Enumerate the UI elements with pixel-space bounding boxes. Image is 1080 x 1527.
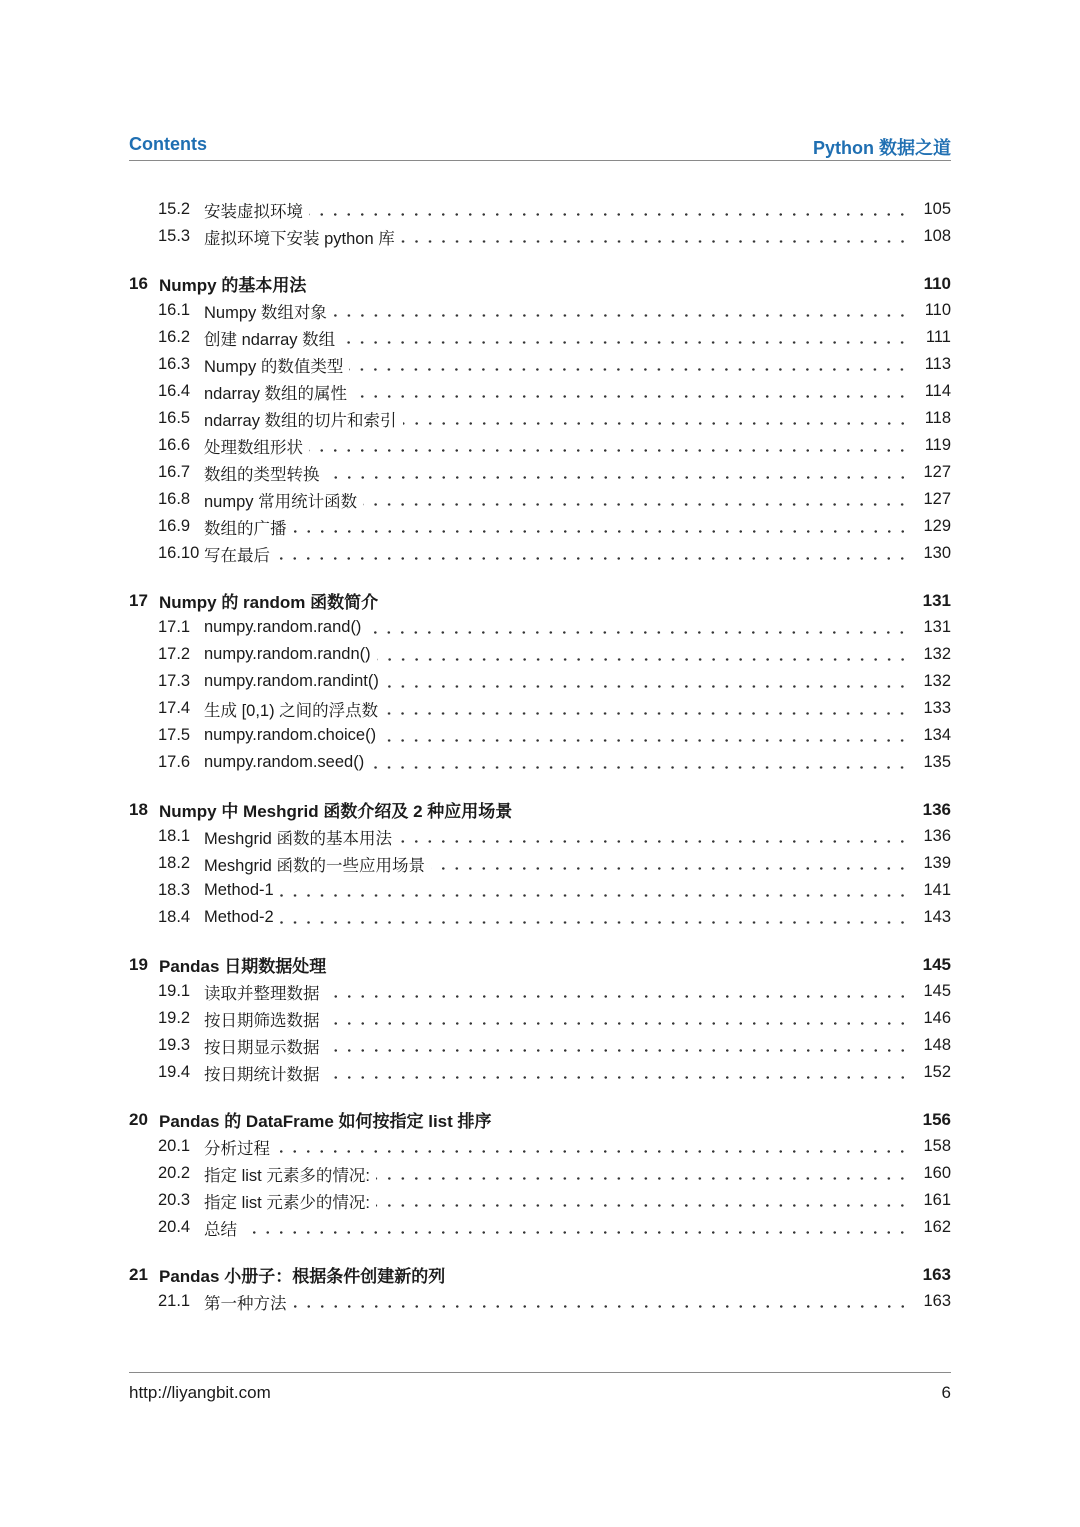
section-page: 110	[924, 301, 951, 319]
section-page: 133	[923, 699, 951, 717]
chapter-number: 17	[129, 590, 148, 610]
section-number: 19.2	[158, 1009, 191, 1027]
section-title: Meshgrid 函数的一些应用场景	[204, 856, 425, 875]
section-page: 105	[923, 200, 951, 218]
section-title: 第一种方法	[204, 1294, 287, 1313]
section-page: 134	[923, 726, 951, 744]
section-number: 19.1	[158, 982, 191, 1000]
section-entry[interactable]	[129, 850, 951, 877]
section-entry[interactable]	[129, 614, 951, 641]
section-entry[interactable]	[129, 459, 951, 486]
chapter-entry[interactable]	[129, 1261, 951, 1288]
section-page: 160	[923, 1164, 951, 1182]
section-entry[interactable]	[129, 749, 951, 776]
page-footer	[129, 1372, 951, 1402]
table-of-contents	[129, 196, 951, 1335]
dot-leader	[293, 530, 910, 533]
section-entry[interactable]	[129, 978, 951, 1005]
section-title: Method-1	[204, 881, 274, 899]
toc-chapter	[129, 270, 951, 567]
section-number: 17.3	[158, 672, 191, 690]
section-entry[interactable]	[129, 513, 951, 540]
section-title: numpy.random.choice()	[204, 726, 377, 744]
section-number: 15.3	[158, 227, 191, 245]
section-entry[interactable]	[129, 1133, 951, 1160]
dot-leader	[293, 1305, 910, 1308]
dot-leader	[370, 766, 909, 769]
dot-leader	[382, 739, 909, 742]
section-title: ndarray 数组的属性	[204, 384, 348, 403]
section-page: 141	[923, 881, 951, 899]
section-page: 119	[924, 436, 951, 454]
chapter-entry[interactable]	[129, 587, 951, 614]
section-page: 111	[925, 328, 951, 346]
section-title: 创建 ndarray 数组	[204, 330, 336, 349]
section-title: numpy.random.seed()	[204, 753, 365, 771]
section-page: 113	[924, 355, 951, 373]
section-page: 146	[923, 1009, 951, 1027]
section-title: Method-2	[204, 908, 274, 926]
section-entry[interactable]	[129, 1032, 951, 1059]
section-page: 131	[923, 618, 951, 636]
section-entry[interactable]	[129, 405, 951, 432]
dot-leader	[401, 240, 909, 243]
section-title: 分析过程	[204, 1139, 270, 1158]
section-entry[interactable]	[129, 1214, 951, 1241]
section-title: ndarray 数组的切片和索引	[204, 411, 397, 430]
section-page: 139	[923, 854, 951, 872]
section-page: 152	[923, 1063, 951, 1081]
section-entry[interactable]	[129, 324, 951, 351]
section-title: Numpy 的数值类型	[204, 357, 344, 376]
section-entry[interactable]	[129, 486, 951, 513]
section-page: 127	[923, 490, 951, 508]
section-number: 18.3	[158, 881, 191, 899]
toc-chapter	[129, 796, 951, 931]
chapter-title: Numpy 的基本用法	[159, 276, 307, 295]
toc-chapter	[129, 951, 951, 1086]
section-number: 18.4	[158, 908, 191, 926]
chapter-number: 19	[129, 954, 148, 974]
section-title: 指定 list 元素多的情况:	[204, 1166, 370, 1185]
section-title: Numpy 数组对象	[204, 303, 327, 322]
dot-leader	[280, 894, 909, 897]
dot-leader	[376, 1204, 909, 1207]
section-entry[interactable]	[129, 904, 951, 931]
section-entry[interactable]	[129, 877, 951, 904]
dot-leader	[326, 1049, 910, 1052]
section-number: 16.7	[158, 463, 191, 481]
chapter-page: 156	[922, 1109, 951, 1129]
section-entry[interactable]	[129, 540, 951, 567]
chapter-number: 16	[129, 273, 148, 293]
section-entry[interactable]	[129, 722, 951, 749]
section-page: 136	[923, 827, 951, 845]
section-number: 21.1	[158, 1292, 191, 1310]
section-entry[interactable]	[129, 1187, 951, 1214]
chapter-page: 163	[922, 1264, 951, 1284]
dot-leader	[353, 395, 909, 398]
section-number: 16.3	[158, 355, 191, 373]
dot-leader	[384, 712, 909, 715]
section-page: 135	[923, 753, 951, 771]
section-page: 132	[923, 645, 951, 663]
dot-leader	[326, 1022, 910, 1025]
section-page: 129	[923, 517, 951, 535]
section-entry[interactable]	[129, 378, 951, 405]
section-title: 生成 [0,1) 之间的浮点数	[204, 701, 379, 720]
section-title: numpy.random.randint()	[204, 672, 379, 690]
section-page: 118	[924, 409, 951, 427]
section-number: 17.2	[158, 645, 191, 663]
section-number: 15.2	[158, 200, 191, 218]
section-number: 18.1	[158, 827, 191, 845]
section-number: 16.6	[158, 436, 191, 454]
section-entry[interactable]	[129, 223, 951, 250]
dot-leader	[376, 1177, 909, 1180]
section-title: 读取并整理数据	[204, 984, 320, 1003]
section-number: 16.1	[158, 301, 191, 319]
section-number: 19.3	[158, 1036, 191, 1054]
section-entry[interactable]	[129, 641, 951, 668]
section-number: 17.5	[158, 726, 191, 744]
toc-chapter	[129, 587, 951, 776]
section-title: 按日期筛选数据	[204, 1011, 320, 1030]
section-number: 16.9	[158, 517, 191, 535]
toc-chapter	[129, 1106, 951, 1241]
section-page: 114	[924, 382, 951, 400]
dot-leader	[403, 422, 909, 425]
section-entry[interactable]	[129, 1160, 951, 1187]
section-title: 安装虚拟环境	[204, 202, 303, 221]
dot-leader	[326, 476, 910, 479]
section-page: 127	[923, 463, 951, 481]
section-number: 16.4	[158, 382, 191, 400]
chapter-number: 21	[129, 1264, 148, 1284]
dot-leader	[333, 314, 909, 317]
chapter-number: 18	[129, 799, 148, 819]
dot-leader	[367, 631, 909, 634]
section-page: 161	[923, 1191, 951, 1209]
section-page: 162	[923, 1218, 951, 1236]
section-entry[interactable]	[129, 432, 951, 459]
section-page: 148	[923, 1036, 951, 1054]
section-title: 按日期统计数据	[204, 1065, 320, 1084]
section-title: Meshgrid 函数的基本用法	[204, 829, 392, 848]
section-title: 总结	[204, 1220, 237, 1239]
section-page: 145	[923, 982, 951, 1000]
chapter-entry[interactable]	[129, 951, 951, 978]
section-number: 17.1	[158, 618, 191, 636]
chapter-page: 136	[922, 799, 951, 819]
chapter-title: Pandas 日期数据处理	[159, 957, 327, 976]
section-page: 163	[923, 1292, 951, 1310]
section-number: 16.8	[158, 490, 191, 508]
chapter-title: Pandas 小册子：根据条件创建新的列	[159, 1267, 446, 1286]
section-number: 19.4	[158, 1063, 191, 1081]
section-number: 16.10	[158, 544, 200, 562]
dot-leader	[363, 503, 909, 506]
section-number: 17.6	[158, 753, 191, 771]
section-entry[interactable]	[129, 1288, 951, 1315]
toc-chapter	[129, 196, 951, 250]
section-number: 16.5	[158, 409, 191, 427]
section-number: 20.1	[158, 1137, 191, 1155]
section-number: 20.2	[158, 1164, 191, 1182]
chapter-title: Numpy 中 Meshgrid 函数介绍及 2 种应用场景	[159, 802, 513, 821]
dot-leader	[349, 368, 909, 371]
dot-leader	[280, 921, 909, 924]
dot-leader	[431, 867, 909, 870]
section-page: 108	[923, 227, 951, 245]
chapter-page: 145	[922, 954, 951, 974]
dot-leader	[276, 1150, 909, 1153]
chapter-page: 131	[922, 590, 951, 610]
section-number: 18.2	[158, 854, 191, 872]
chapter-page: 110	[923, 273, 951, 293]
dot-leader	[398, 840, 909, 843]
dot-leader	[385, 685, 909, 688]
section-entry[interactable]	[129, 196, 951, 223]
chapter-entry[interactable]	[129, 270, 951, 297]
chapter-title: Numpy 的 random 函数简介	[159, 593, 379, 612]
section-entry[interactable]	[129, 1005, 951, 1032]
dot-leader	[243, 1231, 909, 1234]
section-title: 虚拟环境下安装 python 库	[204, 229, 395, 248]
dot-leader	[377, 658, 909, 661]
footer-page-number: 6	[941, 1383, 951, 1402]
page-header	[129, 130, 951, 161]
section-title: 数组的类型转换	[204, 465, 320, 484]
section-title: numpy 常用统计函数	[204, 492, 358, 511]
toc-chapter	[129, 1261, 951, 1315]
section-page: 143	[923, 908, 951, 926]
section-title: 指定 list 元素少的情况:	[204, 1193, 370, 1212]
section-entry[interactable]	[129, 823, 951, 850]
chapter-entry[interactable]	[129, 1106, 951, 1133]
section-entry[interactable]	[129, 668, 951, 695]
section-page: 132	[923, 672, 951, 690]
section-entry[interactable]	[129, 351, 951, 378]
section-title: 写在最后	[204, 546, 270, 565]
dot-leader	[276, 557, 909, 560]
header-contents-label: Contents	[129, 134, 207, 154]
section-entry[interactable]	[129, 1059, 951, 1086]
section-number: 20.3	[158, 1191, 191, 1209]
section-title: 数组的广播	[204, 519, 287, 538]
section-title: 处理数组形状	[204, 438, 303, 457]
dot-leader	[326, 995, 910, 998]
section-title: numpy.random.randn()	[204, 645, 371, 663]
section-number: 16.2	[158, 328, 191, 346]
dot-leader	[326, 1076, 910, 1079]
section-number: 20.4	[158, 1218, 191, 1236]
footer-url[interactable]: http://liyangbit.com	[129, 1383, 271, 1402]
section-title: numpy.random.rand()	[204, 618, 362, 636]
chapter-number: 20	[129, 1109, 148, 1129]
dot-leader	[309, 213, 909, 216]
dot-leader	[309, 449, 909, 452]
chapter-entry[interactable]	[129, 796, 951, 823]
section-page: 158	[923, 1137, 951, 1155]
dot-leader	[341, 341, 909, 344]
section-page: 130	[923, 544, 951, 562]
header-book-title: Python 数据之道	[813, 138, 951, 158]
section-number: 17.4	[158, 699, 191, 717]
chapter-title: Pandas 的 DataFrame 如何按指定 list 排序	[159, 1112, 492, 1131]
section-entry[interactable]	[129, 695, 951, 722]
section-title: 按日期显示数据	[204, 1038, 320, 1057]
section-entry[interactable]	[129, 297, 951, 324]
